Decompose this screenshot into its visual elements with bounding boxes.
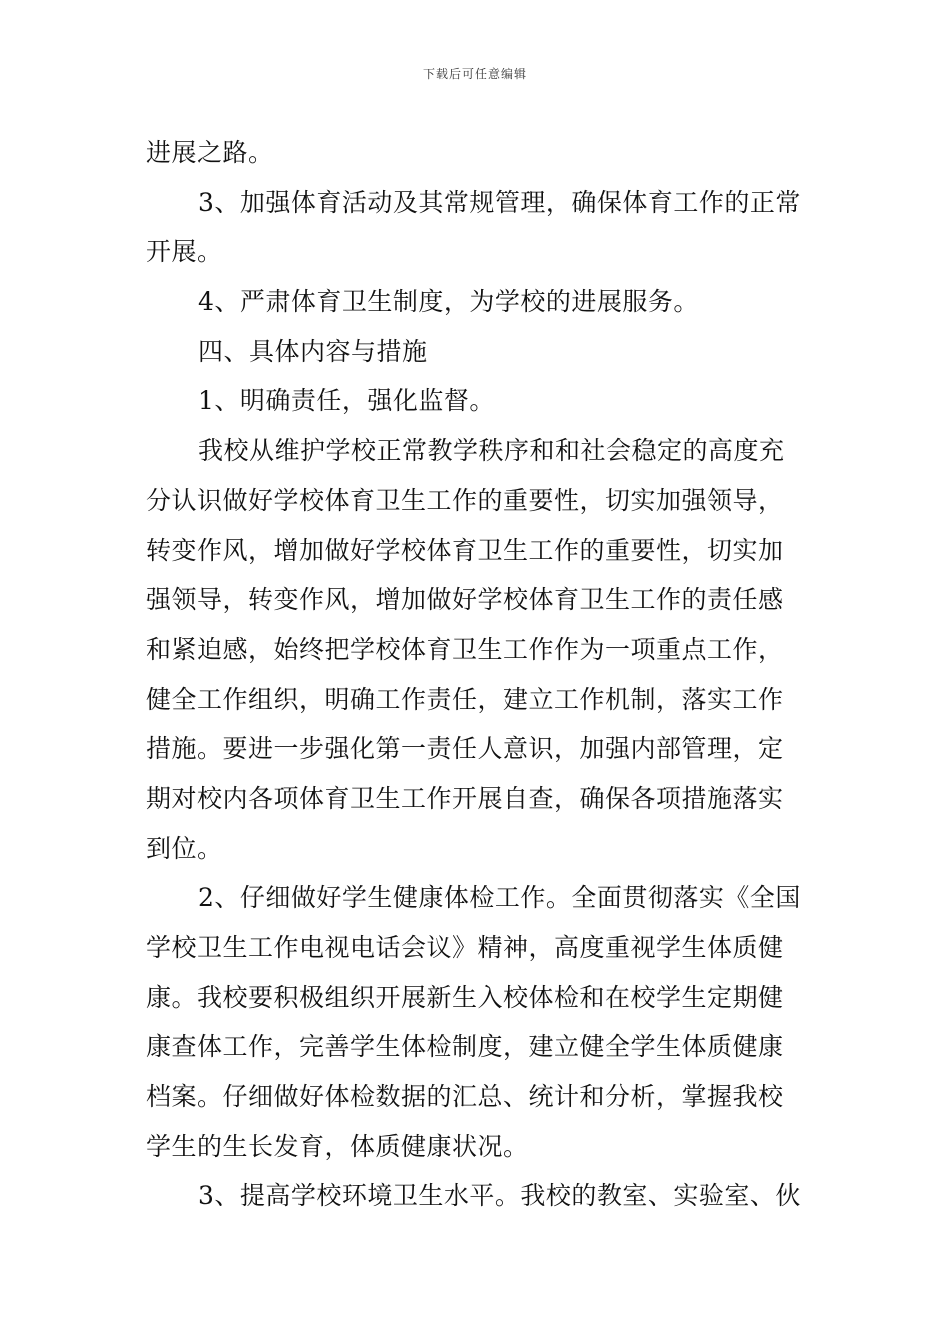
text-line: 强领导，转变作风，增加做好学校体育卫生工作的责任感 — [146, 585, 784, 615]
text-line: 学生的生长发育，体质健康状况。 — [146, 1131, 529, 1161]
text-line: 健全工作组织，明确工作责任，建立工作机制，落实工作 — [146, 684, 784, 714]
text-line: 转变作风，增加做好学校体育卫生工作的重要性，切实加 — [146, 535, 784, 565]
text-line: 康。我校要积极组织开展新生入校体检和在校学生定期健 — [146, 982, 784, 1012]
text-line: 期对校内各项体育卫生工作开展自查，确保各项措施落实 — [146, 783, 784, 813]
text-line: 分认识做好学校体育卫生工作的重要性，切实加强领导， — [146, 485, 784, 515]
text-line: 我校从维护学校正常教学秩序和和社会稳定的高度充 — [198, 436, 785, 466]
text-line: 4、严肃体育卫生制度，为学校的进展服务。 — [198, 287, 699, 317]
text-line: 到位。 — [146, 833, 223, 863]
text-line: 3、提高学校环境卫生水平。我校的教室、实验室、伙 — [198, 1181, 801, 1211]
text-line: 档案。仔细做好体检数据的汇总、统计和分析，掌握我校 — [146, 1082, 784, 1112]
text-line: 开展。 — [146, 237, 223, 267]
text-line: 康查体工作，完善学生体检制度，建立健全学生体质健康 — [146, 1032, 784, 1062]
page-header: 下载后可任意编辑 — [422, 67, 527, 81]
text-line: 进展之路。 — [146, 138, 274, 167]
text-line: 1、明确责任，强化监督。 — [198, 386, 495, 416]
body-text — [146, 128, 814, 1221]
text-line: 和紧迫感，始终把学校体育卫生工作作为一项重点工作， — [146, 634, 784, 664]
text-line: 2、仔细做好学生健康体检工作。全面贯彻落实《全国 — [198, 883, 801, 913]
text-line: 学校卫生工作电视电话会议》精神，高度重视学生体质健 — [146, 933, 784, 962]
section-heading: 四、具体内容与措施 — [198, 336, 428, 366]
text-line: 措施。要进一步强化第一责任人意识，加强内部管理，定 — [146, 734, 784, 764]
text-line: 3、加强体育活动及其常规管理，确保体育工作的正常 — [198, 187, 801, 217]
